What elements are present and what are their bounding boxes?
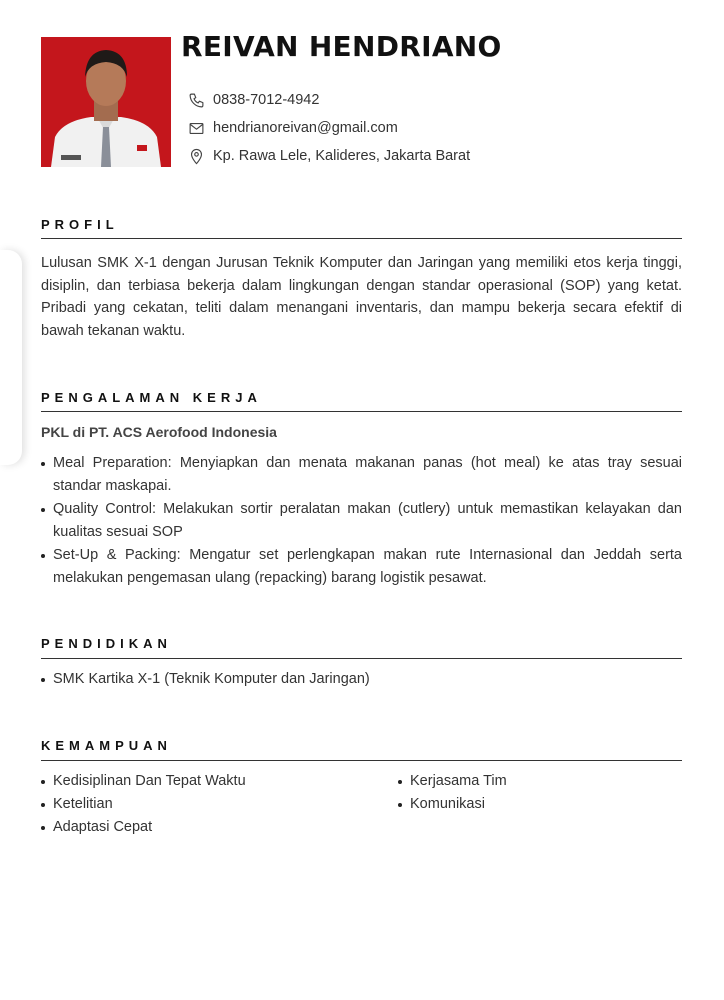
list-item: Adaptasi Cepat [41,816,381,839]
list-item: Set-Up & Packing: Mengatur set perlengkapan makan rute Internasional dan Jeddah serta melakukan pengemasan ulang (repacking) barang logistik pesawat. [41,544,682,590]
job-title: PKL di PT. ACS Aerofood Indonesia [41,424,277,440]
phone-row [186,86,470,114]
contact-info [186,86,470,170]
address-text: Kp. Rawa Lele, Kalideres, Jakarta Barat [213,148,471,164]
list-item: Kedisiplinan Dan Tepat Waktu [41,770,381,793]
email-row [186,114,470,142]
section-title-profil: PROFIL [41,217,119,232]
list-item: Quality Control: Melakukan sortir peralatan makan (cutlery) untuk memastikan kelayakan dan kualitas sesuai SOP [41,498,682,544]
mail-icon [186,118,206,138]
profil-text: Lulusan SMK X-1 dengan Jurusan Teknik Komputer dan Jaringan yang memiliki etos kerja tinggi, disiplin, dan terbiasa bekerja dalam lingkungan dengan standar operasional (SOP) yang ketat. Pribadi yang cekatan, teliti dalam menangani inventaris, dan mampu bekerja secara efektif di bawah tekanan waktu. [41,255,682,339]
list-item: Meal Preparation: Menyiapkan dan menata makanan panas (hot meal) ke atas tray sesuai standar maskapai. [41,452,682,498]
skills-list-left [41,770,381,839]
section-divider [41,658,682,659]
phone-icon [186,90,206,110]
edge-shadow [0,250,22,465]
section-divider [41,238,682,239]
skills-list-right [398,770,678,816]
email-address: hendrianoreivan@gmail.com [213,120,398,136]
list-item: SMK Kartika X-1 (Teknik Komputer dan Jaringan) [41,668,682,691]
section-divider [41,411,682,412]
address-row [186,142,470,170]
education-list [41,668,682,691]
section-divider [41,760,682,761]
location-pin-icon [186,146,206,166]
experience-list [41,452,682,590]
section-title-pendidikan: PENDIDIKAN [41,636,172,651]
list-item: Ketelitian [41,793,381,816]
section-title-kemampuan: KEMAMPUAN [41,738,172,753]
full-name: REIVAN HENDRIANO [181,30,502,63]
section-title-pengalaman: PENGALAMAN KERJA [41,390,262,405]
profile-photo [41,37,171,167]
phone-number: 0838-7012-4942 [213,92,320,108]
list-item: Kerjasama Tim [398,770,678,793]
list-item: Komunikasi [398,793,678,816]
